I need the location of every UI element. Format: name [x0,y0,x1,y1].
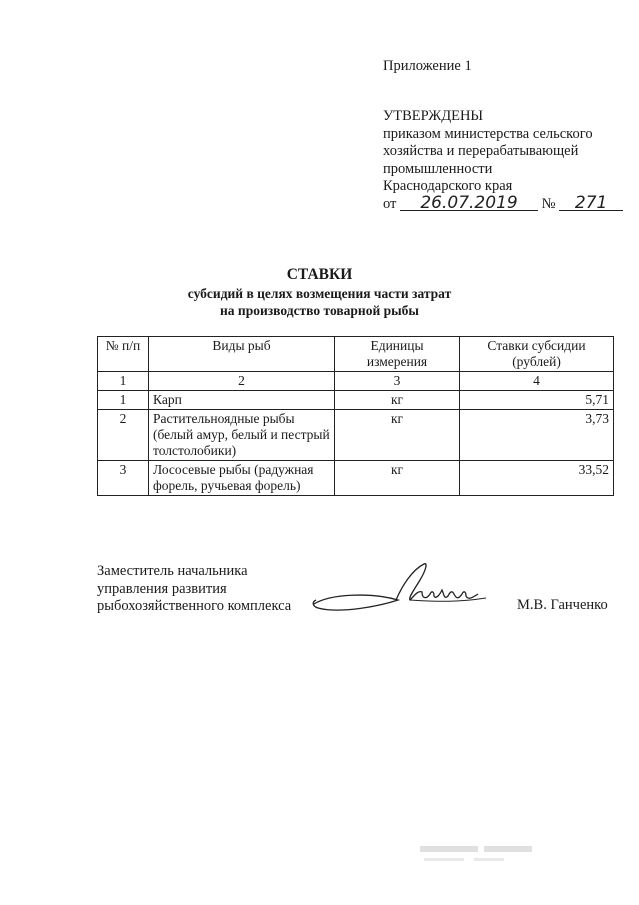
header-fish-kind: Виды рыб [149,337,335,372]
unit: кг [335,391,460,410]
faded-stamp-mark [418,838,536,868]
unit: кг [335,461,460,496]
number-value: 271 [559,196,623,211]
rate: 33,52 [460,461,614,496]
document-subtitle-1: субсидий в целях возмещения части затрат [187,286,452,301]
position-line: Заместитель начальника [97,563,248,579]
number-prefix: № [541,195,556,212]
position-line: рыбохозяйственного комплекса [97,598,292,614]
approved-title: УТВЕРЖДЕНЫ [383,108,484,124]
fish-kind: Лососевые рыбы (радужная форель, ручьевая форель) [149,461,335,496]
approved-line: промышленности [383,160,493,177]
fish-kind: Растительноядные рыбы (белый амур, белый и пестрый толстолобики) [149,410,335,461]
header-rate: Ставки субсидии (рублей) [460,337,614,372]
row-number: 3 [98,461,149,496]
column-number: 3 [335,372,460,391]
rate: 3,73 [460,410,614,461]
column-number: 1 [98,372,149,391]
position-line: управления развития [97,580,227,597]
appendix-label: Приложение 1 [383,58,472,74]
approval-block [383,108,623,213]
header-unit: Единицы измерения [335,337,460,372]
signatory-name: М.В. Ганченко [517,597,608,613]
date-number-line [383,192,623,214]
approved-line: приказом министерства сельского [383,125,593,142]
table-row [98,410,614,461]
table-row [98,391,614,410]
unit: кг [335,410,460,461]
date-prefix: от [383,195,397,212]
date-value: 26.07.2019 [400,196,538,211]
document-title: СТАВКИ [286,266,353,283]
table-row [98,461,614,496]
document-subtitle-2: на производство товарной рыбы [220,303,419,318]
column-number: 2 [149,372,335,391]
rates-table [97,336,614,496]
row-number: 1 [98,391,149,410]
fish-kind: Карп [149,391,335,410]
table-header-row [98,337,614,372]
approved-line: хозяйства и перерабатывающей [383,143,579,159]
approved-line: Краснодарского края [383,178,513,194]
signatory-position [97,563,291,616]
rate: 5,71 [460,391,614,410]
handwritten-signature [310,556,490,616]
row-number: 2 [98,410,149,461]
column-number: 4 [460,372,614,391]
column-number-row [98,372,614,391]
header-number: № п/п [98,337,149,372]
